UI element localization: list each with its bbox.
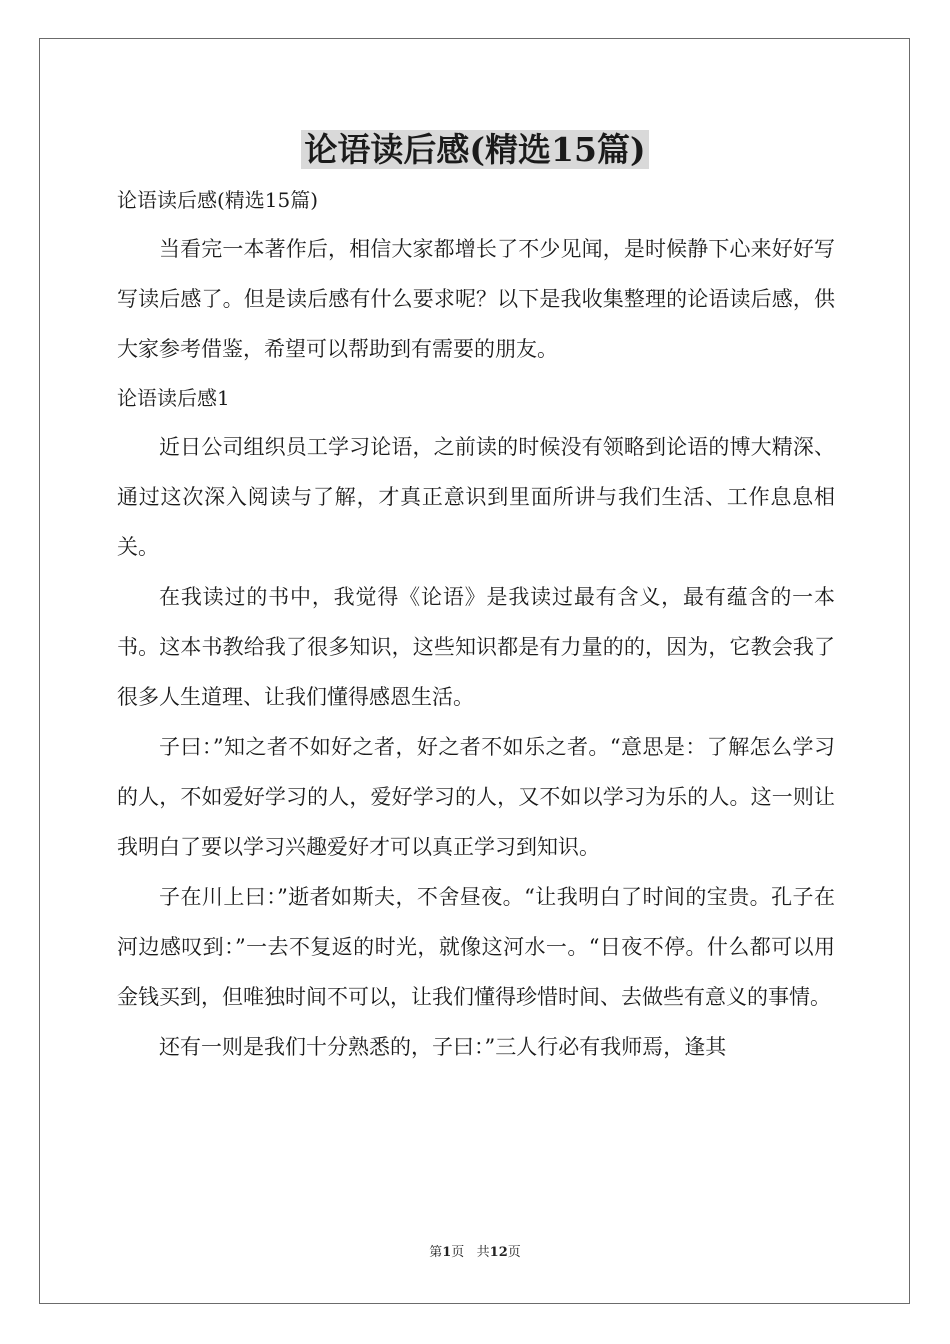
document-title bbox=[0, 128, 950, 172]
document-body bbox=[117, 176, 835, 1072]
paragraph: 当看完一本著作后，相信大家都增长了不少见闻，是时候静下心来好好写写读后感了。但是读后感有什么要求呢？以下是我收集整理的论语读后感，供大家参考借鉴，希望可以帮助到有需要的朋友。 bbox=[117, 237, 835, 361]
footer-page-mid: 页 共 bbox=[451, 1245, 490, 1260]
paragraph: 子曰：”知之者不如好之者，好之者不如乐之者。“意思是：了解怎么学习的人，不如爱好学习的人，爱好学习的人，又不如以学习为乐的人。这一则让我明白了要以学习兴趣爱好才可以真正学习到知识。 bbox=[117, 735, 835, 859]
section-heading: 论语读后感(精选15篇) bbox=[117, 188, 319, 212]
paragraph: 子在川上曰：”逝者如斯夫，不舍昼夜。“让我明白了时间的宝贵。孔子在河边感叹到：”一去不复返的时光，就像这河水一。“日夜不停。什么都可以用金钱买到，但唯独时间不可以，让我们懂得珍惜时间、去做些有意义的事情。 bbox=[117, 885, 835, 1009]
section-heading: 论语读后感1 bbox=[117, 386, 230, 410]
paragraph: 还有一则是我们十分熟悉的，子曰：”三人行必有我师焉，逢其 bbox=[159, 1035, 727, 1059]
footer-page-prefix: 第 bbox=[429, 1245, 443, 1260]
paragraph: 在我读过的书中，我觉得《论语》是我读过最有含义，最有蕴含的一本书。这本书教给我了很多知识，这些知识都是有力量的的，因为，它教会我了很多人生道理、让我们懂得感恩生活。 bbox=[117, 585, 835, 709]
footer-page-suffix: 页 bbox=[507, 1245, 521, 1260]
footer-page-current: 1 bbox=[442, 1245, 452, 1260]
page-footer bbox=[0, 1244, 950, 1262]
footer-page-total: 12 bbox=[489, 1245, 508, 1260]
paragraph: 近日公司组织员工学习论语，之前读的时候没有领略到论语的博大精深、通过这次深入阅读与了解，才真正意识到里面所讲与我们生活、工作息息相关。 bbox=[117, 435, 835, 559]
document-title-text: 论语读后感(精选15篇) bbox=[301, 130, 648, 169]
